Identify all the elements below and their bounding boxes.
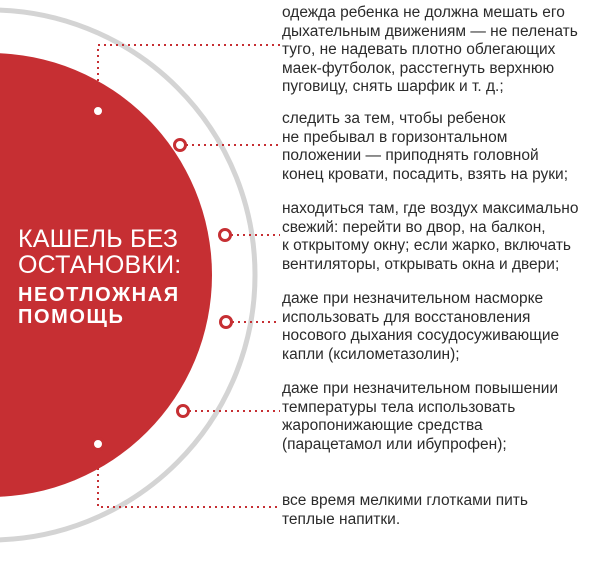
advice-item-clothing: одежда ребенка не должна мешать его дыхательным движениям — не пеленать туго, не надевать плотно облегающих маек-футболок, расстегнуть верхнюю пуговицу, снять шарфик и т. д.;: [282, 4, 578, 95]
connector-dot-4: [178, 406, 189, 417]
advice-item-warm-drinks: все время мелкими глотками пить теплые напитки.: [282, 492, 528, 528]
advice-item-nasal-drops: даже при незначительном насморке использовать для восстановления носового дыхания сосудосуживающие капли (ксилометазолин);: [282, 290, 560, 363]
connector-dot-3: [221, 317, 232, 328]
subtitle-line-1: НЕОТЛОЖНАЯ: [18, 284, 180, 306]
advice-item-antipyretics: даже при незначительном повышении температуры тела использовать жаропонижающие средства (парацетамол или ибупрофен);: [282, 380, 559, 453]
connector-dot-1: [175, 140, 186, 151]
connector-dot-2: [220, 230, 231, 241]
title-line-2: ОСТАНОВКИ:: [18, 251, 182, 279]
advice-item-position: следить за тем, чтобы ребенок не пребывал в горизонтальном положении — приподнять головной конец кровати, посадить, взять на руки;: [282, 110, 569, 183]
connector-4: [178, 406, 281, 417]
advice-item-fresh-air: находиться там, где воздух максимально свежий: перейти во двор, на балкон, к открытому окну; если жарко, включать вентиляторы, открывать окна и двери;: [282, 200, 579, 273]
connector-1: [175, 140, 281, 151]
diagram-title: [18, 226, 218, 328]
title-line-1: КАШЕЛЬ БЕЗ: [18, 225, 179, 253]
connector-dot-0: [93, 106, 104, 117]
subtitle-line-2: ПОМОЩЬ: [18, 306, 125, 328]
connector-dot-5: [93, 439, 104, 450]
